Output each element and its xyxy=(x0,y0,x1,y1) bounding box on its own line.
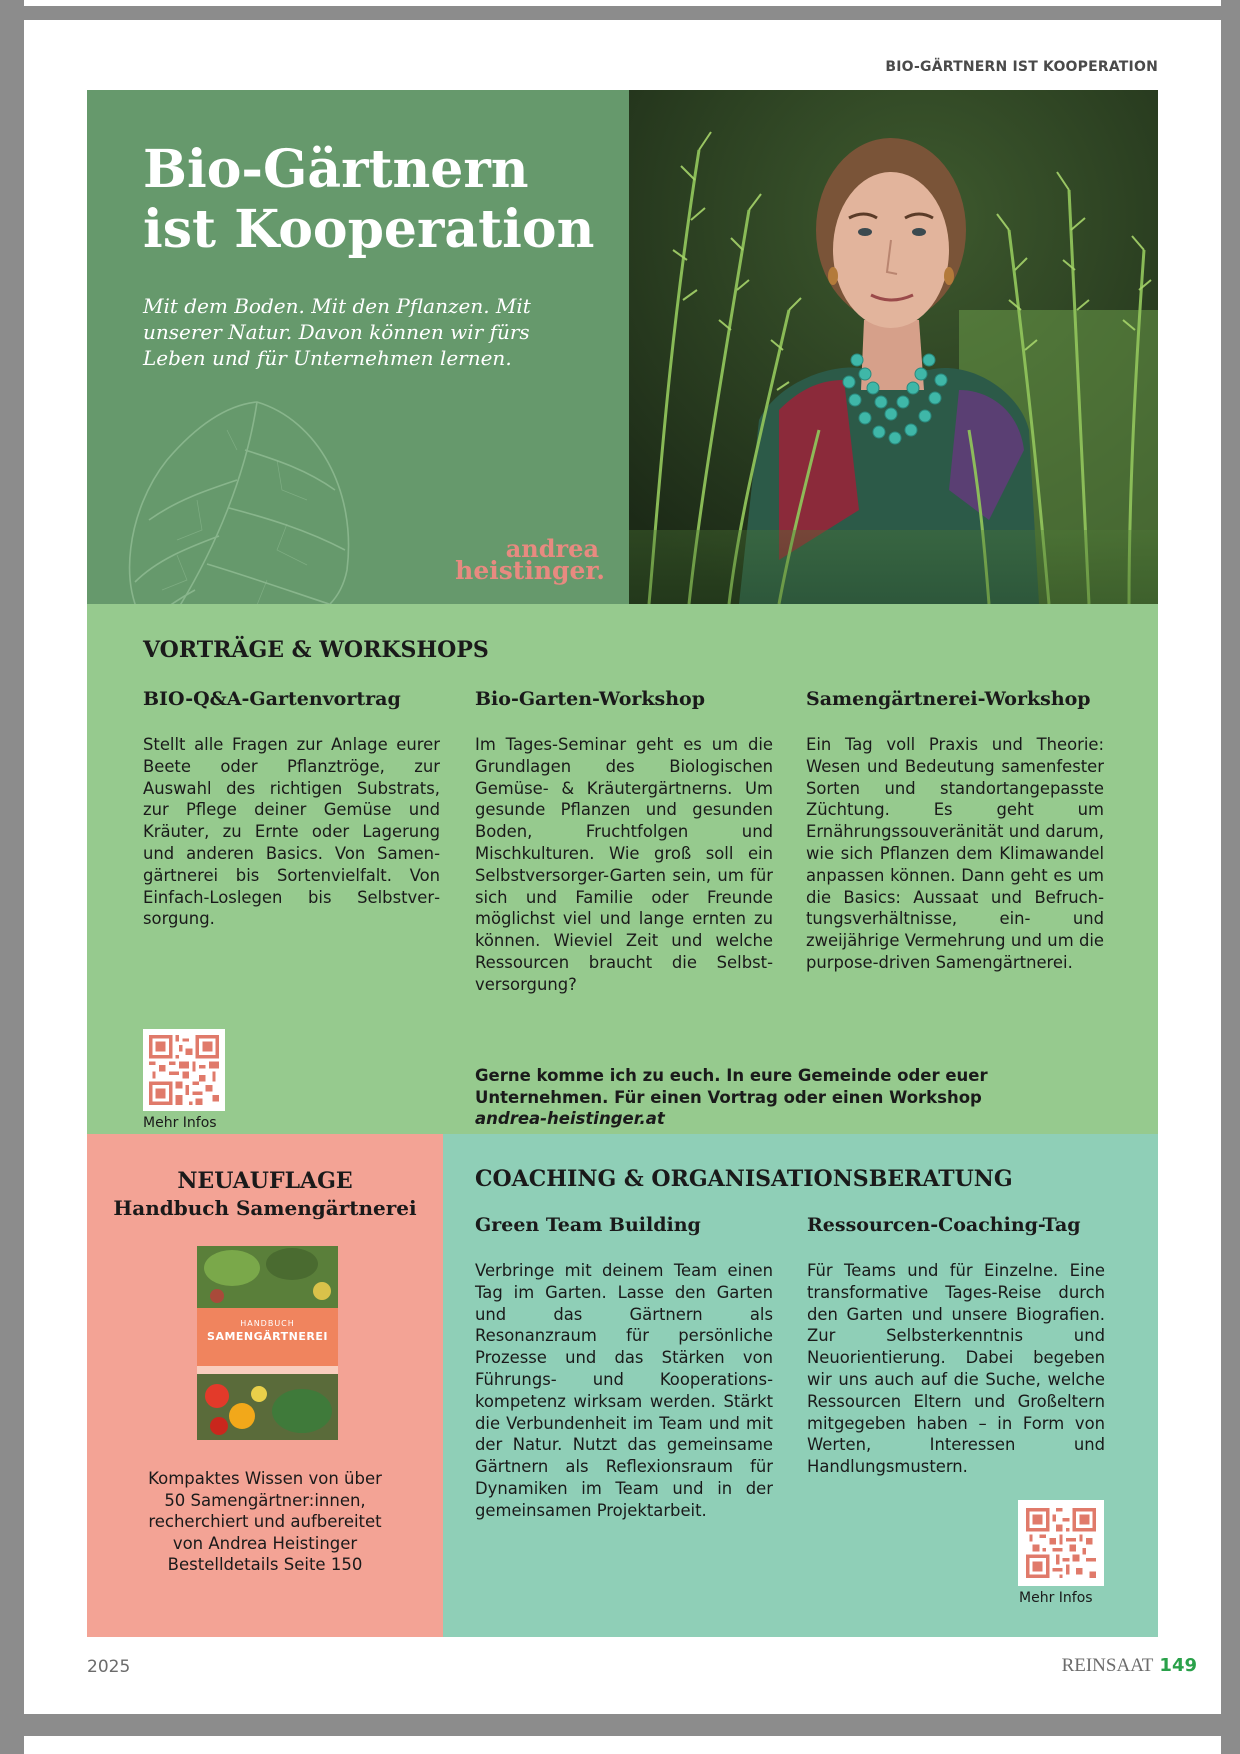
workshops-heading: VORTRÄGE & WORKSHOPS xyxy=(143,637,489,663)
workshops-section xyxy=(87,604,1158,1134)
workshop-text-seed: Ein Tag voll Praxis und Theorie: Wesen und Bedeutung samenfester Sorten und standortangepasste Züchtung. Es geht um Ernährungssouveränität und darum, wie sich Pflanzen dem Klimawandel anpassen können. Dann geht es um die Basics: Aussaat und Befruchtungsverhältnisse, ein- und zweijährige Vermehrung und um die purpose-driven Samengärtnerei. xyxy=(806,735,1104,972)
coaching-heading: COACHING & ORGANISATIONSBERATUNG xyxy=(475,1166,1013,1192)
qr-caption-workshops: Mehr Infos xyxy=(143,1115,217,1131)
book-cover-image xyxy=(197,1246,338,1440)
workshop-text-qa: Stellt alle Fragen zur Anlage eurer Beete oder Pflanztröge, zur Auswahl des richtigen Substrats, zur Pflege deiner Gemüse und Kräuter, zu Ernte oder Lagerung und anderen Basics. Von Samengärtnerei bis Sortenvielfalt. Von Einfach-Loslegen bis Selbstversorgung. xyxy=(143,735,440,929)
website-link[interactable]: andrea-heistinger.at xyxy=(475,1109,665,1128)
coaching-text-team: Verbringe mit deinem Team einen Tag im Garten. Lasse den Garten und das Gärtnern als Resonanzraum für persönliche Prozesse und das Stärken von Führungs- und Kooperationskompetenz wirksam werden. Stärkt die Verbundenheit im Team und mit der Natur. Nutzt das gemeinsame Gärtnern als Reflexionsraum für Dynamiken im Team und in der gemeinsamen Projektarbeit. xyxy=(475,1261,773,1520)
book-text-line: Kompaktes Wissen von über xyxy=(148,1469,382,1488)
footer-year: 2025 xyxy=(87,1657,131,1677)
footer-folio xyxy=(1062,1655,1197,1677)
magazine-page xyxy=(24,20,1221,1714)
book-description xyxy=(107,1468,423,1576)
running-head: BIO-GÄRTNERN IST KOOPERATION xyxy=(885,59,1158,75)
book-text-line: 50 Samengärtner:innen, xyxy=(164,1490,366,1510)
book-order-reference: Bestelldetails Seite 150 xyxy=(167,1555,363,1574)
book-text-line: von Andrea Heistinger xyxy=(172,1533,358,1553)
invite-text xyxy=(475,1065,1035,1130)
qr-code-icon xyxy=(149,1035,219,1105)
magazine-name: REINSAAT xyxy=(1061,1655,1154,1676)
book-heading xyxy=(87,1167,443,1221)
workshop-text-garden: Im Tages-Seminar geht es um die Grundlagen des Biologischen Gemüse- & Kräutergärtnerns. Um gesunde Pflanzen und gesunden Boden, Fruchtfolgen und Mischkulturen. Wie groß soll ein Selbstversorger-Garten sein, um für sich und Familie oder Freunde möglichst viel und lange ernten zu können. Wieviel Zeit und welche Ressourcen braucht die Selbstversorgung? xyxy=(475,735,773,994)
invite-message: Gerne komme ich zu euch. In eure Gemeinde oder euer Unternehmen. Für einen Vortrag oder einen Workshop xyxy=(475,1066,988,1107)
qr-code-icon xyxy=(1026,1508,1096,1578)
book-text-line: recherchiert und aufbereitet xyxy=(148,1512,382,1531)
book-promo xyxy=(87,1134,443,1637)
brand-logo-line1: andrea xyxy=(505,534,599,563)
page-title: Bio-Gärtnern ist Kooperation xyxy=(143,139,595,260)
qr-caption-coaching: Mehr Infos xyxy=(1019,1590,1093,1606)
book-cover-title-line2: SAMENGÄRTNEREI xyxy=(207,1330,328,1343)
next-page-edge xyxy=(24,1736,1221,1754)
coaching-section xyxy=(443,1134,1158,1637)
hero-lead: Mit dem Boden. Mit den Pflanzen. Mit unserer Natur. Davon können wir fürs Leben und für Unternehmen lernen. xyxy=(143,294,531,370)
book-cover-title-line1: HANDBUCH xyxy=(240,1319,295,1328)
coaching-title-team: Green Team Building xyxy=(475,1214,701,1236)
workshop-title-qa: BIO-Q&A-Gartenvortrag xyxy=(143,688,401,710)
page-number: 149 xyxy=(1159,1655,1197,1676)
brand-logo xyxy=(455,534,605,585)
qr-code-coaching[interactable] xyxy=(1018,1500,1104,1586)
workshop-title-seed: Samengärtnerei-Workshop xyxy=(806,688,1091,710)
brand-logo-line2: heistinger. xyxy=(455,556,605,585)
book-heading-line1: NEUAUFLAGE xyxy=(177,1168,353,1194)
coaching-title-resources: Ressourcen-Coaching-Tag xyxy=(807,1214,1081,1236)
qr-code-workshops[interactable] xyxy=(143,1029,225,1111)
previous-page-edge xyxy=(24,0,1221,6)
portrait-photo xyxy=(629,90,1158,604)
leaf-illustration xyxy=(107,390,367,604)
hero-text-panel xyxy=(87,90,629,604)
workshop-title-garden: Bio-Garten-Workshop xyxy=(475,688,706,710)
coaching-text-resources: Für Teams und für Einzelne. Eine transformative Tages-Reise durch den Garten und unsere Biografien. Zur Selbsterkenntnis und Neuorientierung. Dabei begeben wir uns auch auf die Suche, welche Ressourcen Eltern und Großeltern mitgegeben haben – in Form von Werten, Interessen und Handlungsmustern. xyxy=(807,1261,1105,1477)
book-heading-line2: Handbuch Samengärtnerei xyxy=(113,1196,417,1220)
